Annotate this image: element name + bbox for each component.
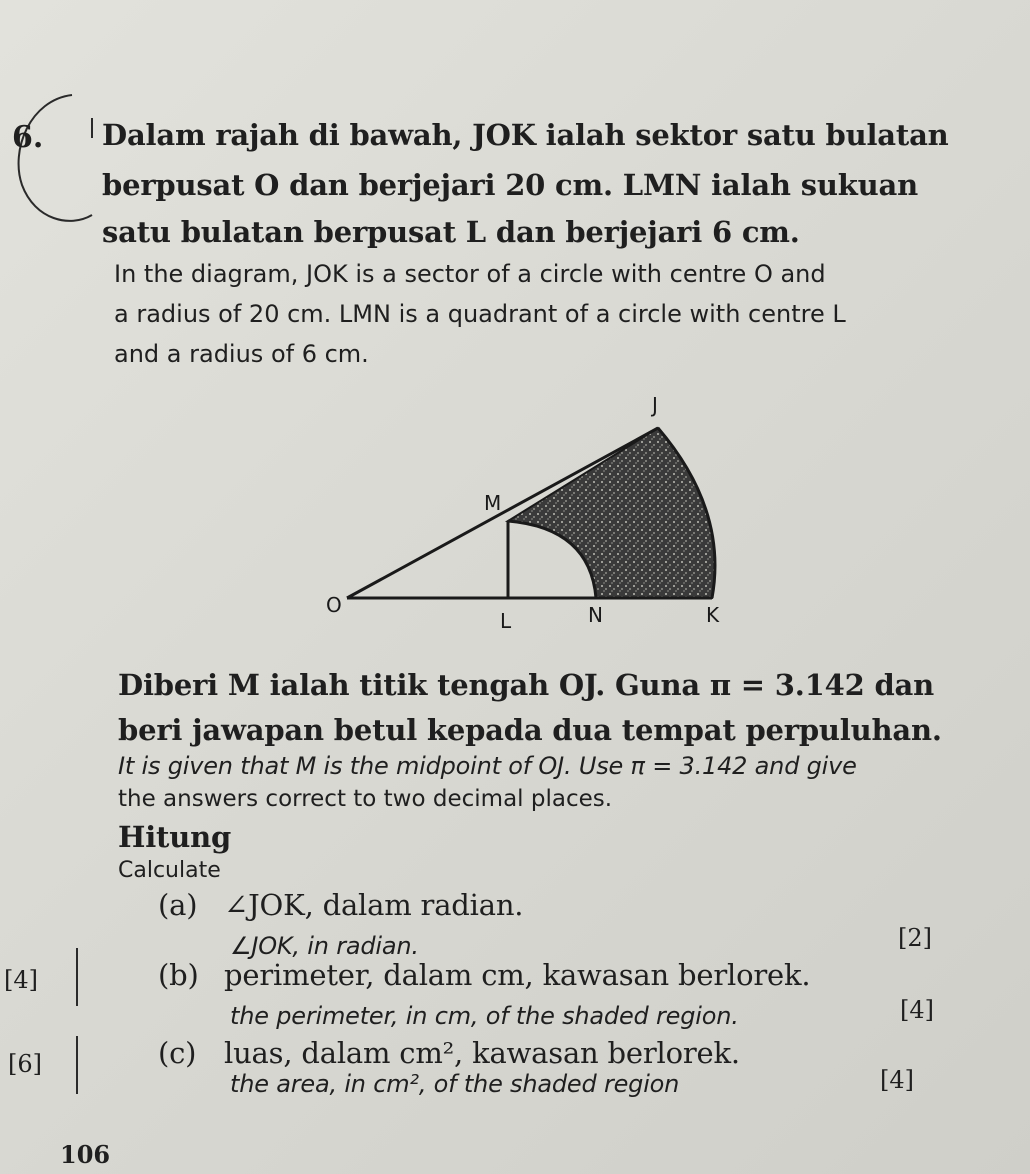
part-c-label: (c) <box>158 1036 197 1070</box>
part-b-marks: [4] <box>900 996 934 1024</box>
part-b-malay: perimeter, dalam cm, kawasan berlorek. <box>224 958 811 992</box>
margin-rule-1 <box>76 948 78 1006</box>
question-number: 6. <box>12 120 44 155</box>
calculate-english: Calculate <box>118 858 221 883</box>
margin-rule-2 <box>76 1036 78 1094</box>
given-english-line-2: the answers correct to two decimal places. <box>118 786 613 812</box>
part-c-malay: luas, dalam cm², kawasan berlorek. <box>224 1036 740 1070</box>
part-a-label: (a) <box>158 888 198 922</box>
english-intro-line-3: and a radius of 6 cm. <box>114 340 369 368</box>
part-a-marks: [2] <box>898 924 932 952</box>
english-intro-line-2: a radius of 20 cm. LMN is a quadrant of a circle with centre L <box>114 300 846 328</box>
label-N: N <box>588 603 603 627</box>
malay-intro-line-3: satu bulatan berpusat L dan berjejari 6 cm. <box>102 215 800 249</box>
part-a-malay: ∠JOK, dalam radian. <box>224 888 524 922</box>
part-c-english: the area, in cm², of the shaded region <box>230 1070 680 1098</box>
given-english-line-1: It is given that M is the midpoint of OJ. Use π = 3.142 and give <box>118 752 857 780</box>
label-K: K <box>706 603 720 627</box>
given-malay-line-2: beri jawapan betul kepada dua tempat perpuluhan. <box>118 713 942 747</box>
part-b-english: the perimeter, in cm, of the shaded region. <box>230 1002 739 1030</box>
given-malay-line-1: Diberi M ialah titik tengah OJ. Guna π = 3.142 dan <box>118 668 934 702</box>
side-mark-6: [6] <box>8 1050 42 1078</box>
malay-intro-line-2: berpusat O dan berjejari 20 cm. LMN ialah sukuan <box>102 168 918 202</box>
label-J: J <box>652 393 658 417</box>
part-a-english: ∠JOK, in radian. <box>230 932 419 960</box>
part-c-marks: [4] <box>880 1066 914 1094</box>
side-mark-4: [4] <box>4 966 38 994</box>
label-M: M <box>484 491 502 515</box>
label-O: O <box>326 593 342 617</box>
calculate-malay: Hitung <box>118 820 232 854</box>
malay-intro-line-1: Dalam rajah di bawah, JOK ialah sektor satu bulatan <box>102 118 949 152</box>
english-intro-line-1: In the diagram, JOK is a sector of a circle with centre O and <box>114 260 826 288</box>
part-b-label: (b) <box>158 958 199 992</box>
page-number: 106 <box>60 1140 111 1169</box>
label-L: L <box>500 609 512 633</box>
